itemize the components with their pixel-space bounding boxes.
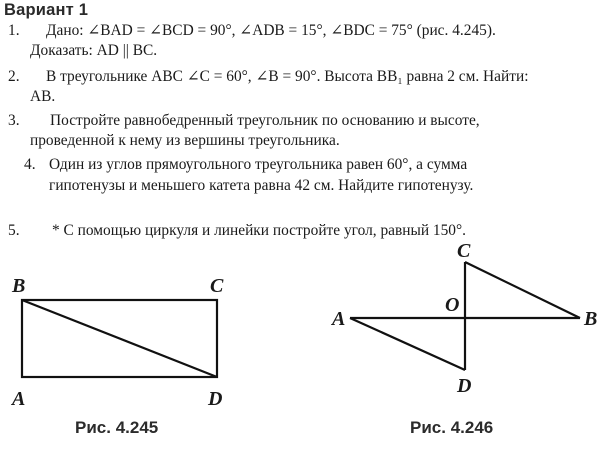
figure-4-245	[10, 275, 224, 410]
task-2-number: 2.	[8, 68, 20, 85]
task-1-line-1: Дано: ∠BAD = ∠BCD = 90°, ∠ADB = 15°, ∠BDC = 75° (рис. 4.245).	[46, 22, 496, 39]
point-label-a: A	[332, 308, 346, 330]
figure-caption-4-245: Рис. 4.245	[75, 418, 159, 437]
task-1-number: 1.	[8, 22, 20, 39]
point-label-b: B	[584, 308, 598, 330]
task-3-line-1: Постройте равнобедренный треугольник по основанию и высоте,	[50, 112, 480, 129]
task-2-line-1: В треугольнике ABC ∠C = 60°, ∠B = 90°. Высота BB₁ равна 2 см. Найти:	[46, 68, 529, 85]
point-label-d: D	[457, 375, 472, 397]
task-4-number: 4.	[24, 156, 36, 173]
task-4-line-1: Один из углов прямоугольного треугольника равен 60°, а сумма	[49, 156, 468, 173]
task-2-line-2: AB.	[30, 88, 56, 105]
figure-caption-4-246: Рис. 4.246	[410, 418, 494, 437]
task-5-number: 5.	[8, 222, 20, 239]
variant-title: Вариант 1	[4, 1, 89, 19]
point-label-a: A	[12, 388, 26, 410]
task-5-line-1: * С помощью циркуля и линейки постройте угол, равный 150°.	[52, 222, 466, 239]
point-label-o: O	[445, 294, 460, 316]
task-3-number: 3.	[8, 112, 20, 129]
point-label-c: C	[457, 240, 471, 262]
task-3-line-2: проведенной к нему из вершины треугольника.	[30, 132, 340, 149]
point-label-d: D	[208, 388, 223, 410]
task-1-line-2: Доказать: AD || BC.	[30, 42, 158, 59]
point-label-b: B	[12, 275, 26, 297]
segment-ad	[350, 318, 465, 370]
segment-cb	[465, 262, 580, 318]
figure-4-246	[330, 240, 597, 397]
point-label-c: C	[210, 275, 224, 297]
task-4-line-2: гипотенузы и меньшего катета равна 42 см. Найдите гипотенузу.	[49, 177, 474, 194]
diagonal-bd	[22, 300, 217, 377]
